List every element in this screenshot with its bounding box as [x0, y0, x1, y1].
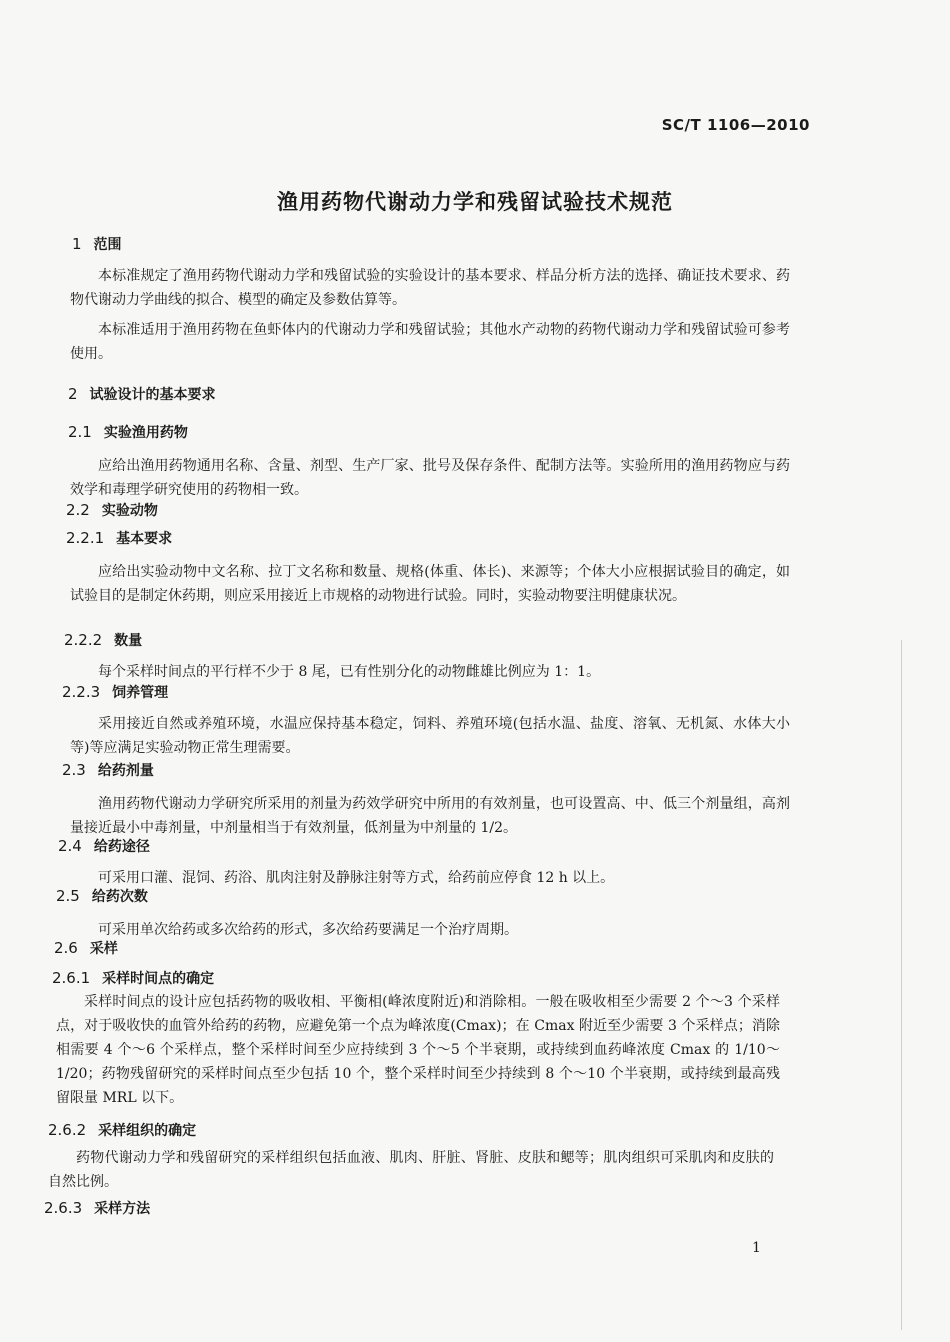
- section-number: 2: [68, 385, 78, 403]
- section-title: 给药途径: [93, 839, 150, 855]
- section-title: 数量: [114, 633, 143, 649]
- section-number: 2.6.2: [48, 1121, 87, 1139]
- section-title: 饲养管理: [112, 685, 169, 701]
- standard-code: SC/T 1106—2010: [661, 116, 810, 134]
- section-heading: [48, 1120, 196, 1140]
- paragraph: 采样时间点的设计应包括药物的吸收相、平衡相(峰浓度附近)和消除相。一般在吸收相至少需要 2 个～3 个采样点，对于吸收快的血管外给药的药物，应避免第一个点为峰浓度(Cmax)；在 Cmax 附近至少需要 3 个采样点；消除相需要 4 个～6 个采样点，整个采样时间至少应持续到 3 个～5 个半衰期，或持续到血药峰浓度 Cmax 的 1/10～1/20；药物残留研究的采样时间点至少包括 10 个，整个采样时间至少持续到 8 个～10 个半衰期，或持续到最高残留限量 MRL 以下。: [56, 994, 780, 1106]
- section-number: 2.6: [54, 939, 78, 957]
- section-title: 采样组织的确定: [98, 1123, 197, 1139]
- document-title: 渔用药物代谢动力学和残留试验技术规范: [277, 190, 673, 214]
- scan-edge-line: [901, 640, 902, 1330]
- section-title: 实验渔用药物: [103, 425, 188, 441]
- section-heading: [56, 886, 148, 906]
- section-heading: [62, 682, 168, 702]
- section-heading: [66, 528, 172, 548]
- paragraph: 应给出实验动物中文名称、拉丁文名称和数量、规格(体重、体长)、来源等；个体大小应根据试验目的确定，如试验目的是制定休药期，则应采用接近上市规格的动物进行试验。同时，实验动物要注明健康状况。: [70, 564, 790, 604]
- paragraph: 可采用口灌、混饲、药浴、肌肉注射及静脉注射等方式，给药前应停食 12 h 以上。: [98, 870, 615, 886]
- paragraph: 可采用单次给药或多次给药的形式，多次给药要满足一个治疗周期。: [98, 922, 518, 938]
- paragraph: 本标准适用于渔用药物在鱼虾体内的代谢动力学和残留试验；其他水产动物的药物代谢动力学和残留试验可参考使用。: [70, 322, 790, 362]
- paragraph: 渔用药物代谢动力学研究所采用的剂量为药效学研究中所用的有效剂量，也可设置高、中、低三个剂量组，高剂量接近最小中毒剂量，中剂量相当于有效剂量，低剂量为中剂量的 1/2。: [70, 796, 790, 836]
- paragraph: 应给出渔用药物通用名称、含量、剂型、生产厂家、批号及保存条件、配制方法等。实验所用的渔用药物应与药效学和毒理学研究使用的药物相一致。: [70, 458, 790, 498]
- section-heading: [68, 384, 216, 404]
- section-number: 1: [72, 235, 82, 253]
- section-number: 2.5: [56, 887, 80, 905]
- section-number: 2.6.1: [52, 969, 91, 987]
- section-title: 给药剂量: [97, 763, 154, 779]
- section-heading: [58, 836, 150, 856]
- section-title: 给药次数: [91, 889, 148, 905]
- section-number: 2.6.3: [44, 1199, 83, 1217]
- section-number: 2.2.1: [66, 529, 105, 547]
- section-number: 2.2: [66, 501, 90, 519]
- section-number: 2.2.3: [62, 683, 101, 701]
- section-title: 采样: [89, 941, 118, 957]
- section-title: 采样时间点的确定: [102, 971, 215, 987]
- section-title: 采样方法: [94, 1201, 151, 1217]
- section-title: 基本要求: [116, 531, 173, 547]
- section-number: 2.1: [68, 423, 92, 441]
- section-heading: [52, 968, 214, 988]
- section-title: 范围: [93, 237, 122, 253]
- section-heading: [72, 234, 122, 254]
- section-number: 2.4: [58, 837, 82, 855]
- section-heading: [66, 500, 158, 520]
- section-heading: [62, 760, 154, 780]
- section-title: 试验设计的基本要求: [89, 387, 216, 403]
- section-number: 2.2.2: [64, 631, 103, 649]
- section-number: 2.3: [62, 761, 86, 779]
- paragraph: 本标准规定了渔用药物代谢动力学和残留试验的实验设计的基本要求、样品分析方法的选择、确证技术要求、药物代谢动力学曲线的拟合、模型的确定及参数估算等。: [70, 268, 790, 308]
- section-heading: [44, 1198, 150, 1218]
- section-heading: [64, 630, 142, 650]
- section-heading: [54, 938, 118, 958]
- page-number: 1: [752, 1240, 761, 1256]
- section-heading: [68, 422, 188, 442]
- section-title: 实验动物: [101, 503, 158, 519]
- paragraph: 药物代谢动力学和残留研究的采样组织包括血液、肌肉、肝脏、肾脏、皮肤和鳃等；肌肉组织可采肌肉和皮肤的自然比例。: [48, 1150, 774, 1190]
- paragraph: 每个采样时间点的平行样不少于 8 尾，已有性别分化的动物雌雄比例应为 1：1。: [98, 664, 601, 680]
- paragraph: 采用接近自然或养殖环境，水温应保持基本稳定，饲料、养殖环境(包括水温、盐度、溶氧、无机氮、水体大小等)等应满足实验动物正常生理需要。: [70, 716, 790, 756]
